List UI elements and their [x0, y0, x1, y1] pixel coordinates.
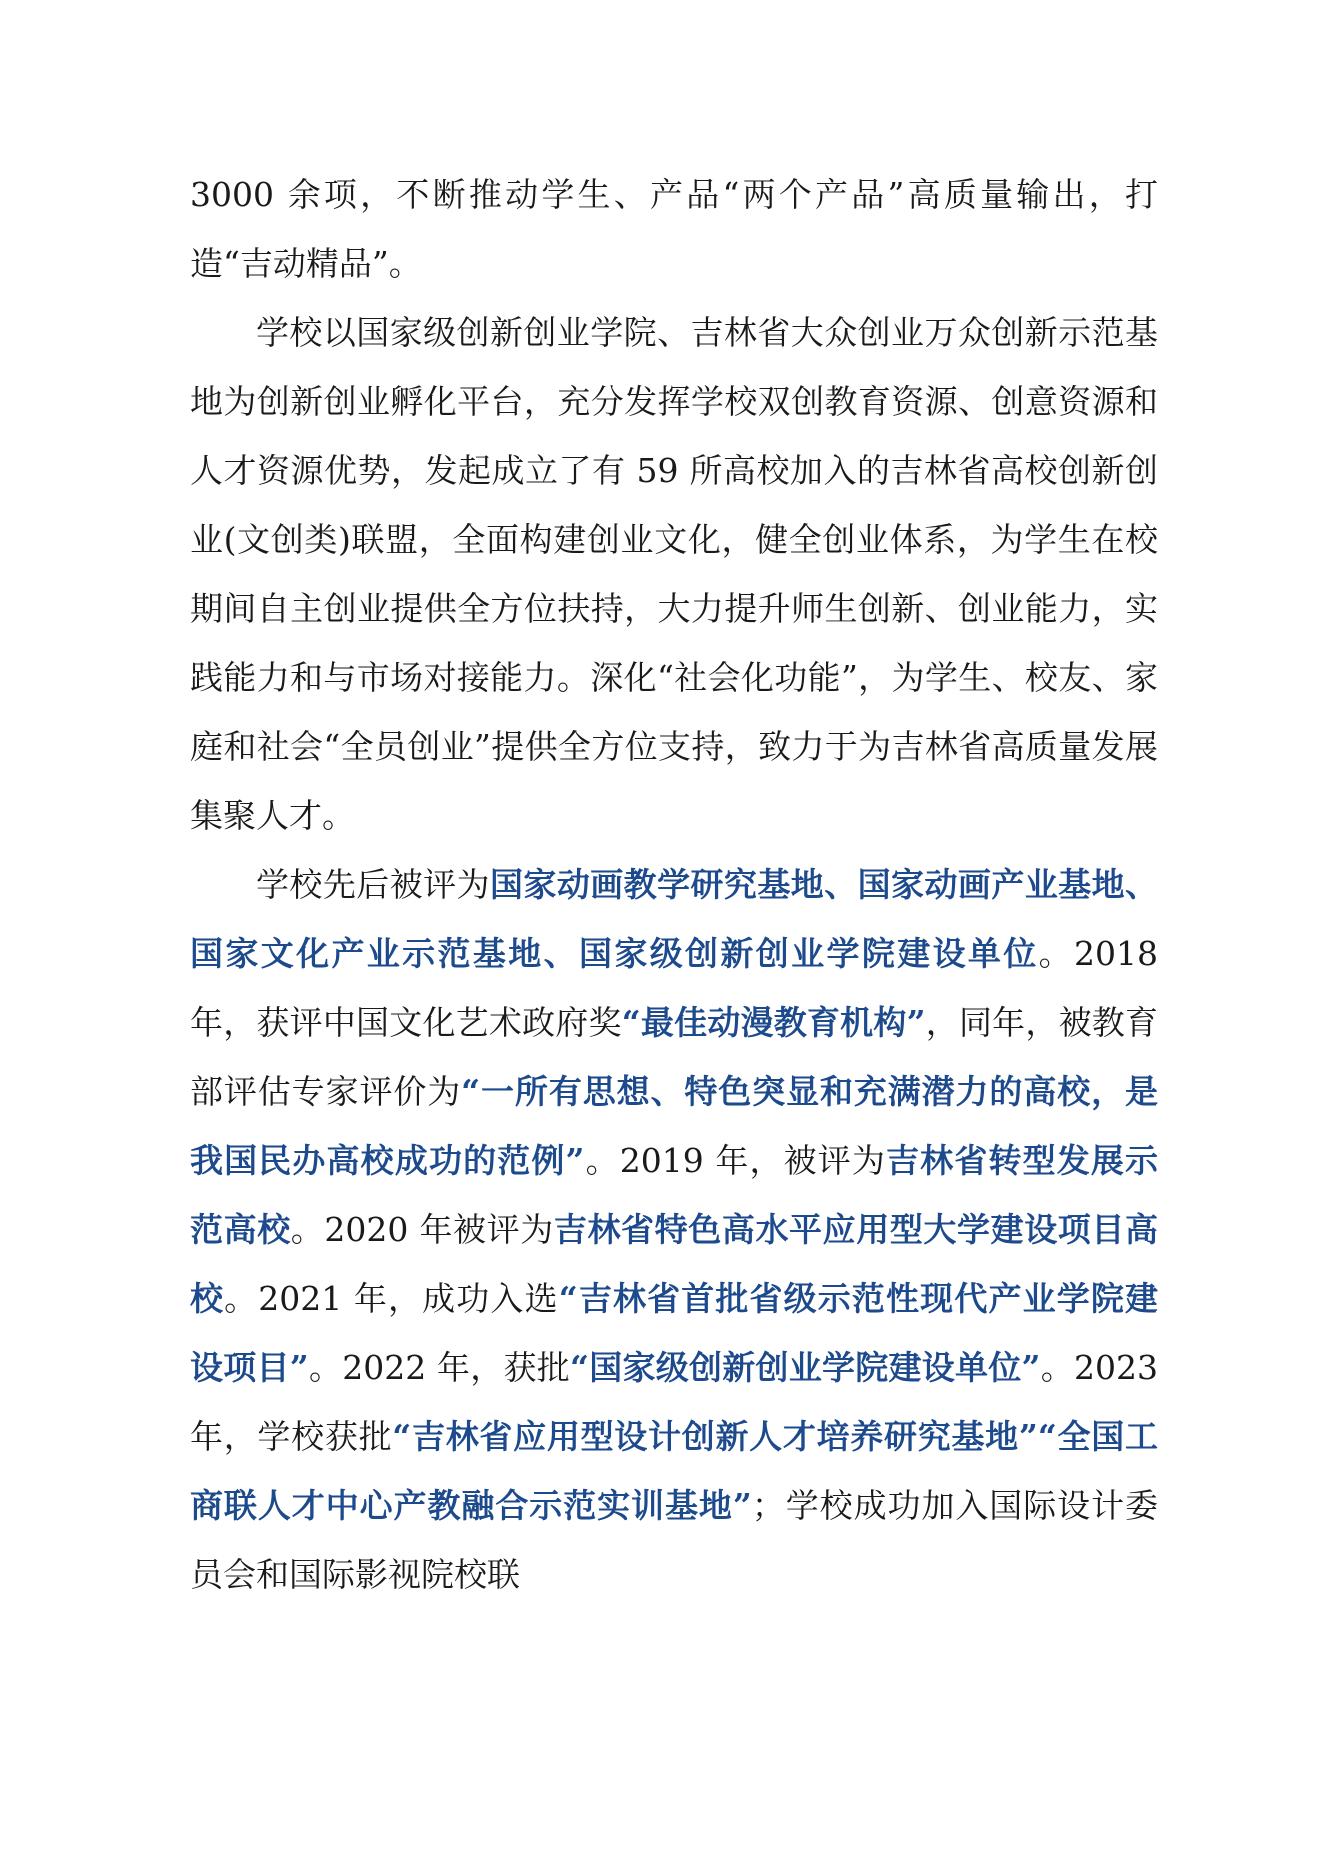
highlighted-text: 国家动画教学研究基地、国家动画产业基地、国家文化产业示范基地、国家级创新创业学院建设单位 [190, 865, 1159, 973]
highlighted-text: “最佳动漫教育机构” [621, 1003, 926, 1042]
body-text: 。2018 年，获评中国文化艺术政府奖 [190, 934, 1158, 1042]
body-text: ，同年，被教育部评估专家评价为 [190, 1003, 1159, 1111]
highlighted-text: “吉林省应用型设计创新人才培养研究基地”“全国工商联人才中心产教融合示范实训基地” [190, 1417, 1158, 1525]
highlighted-text: “吉林省首批省级示范性现代产业学院建设项目” [190, 1279, 1158, 1387]
body-text: 。2019 年，被评为 [584, 1141, 887, 1180]
document-body [190, 160, 1158, 1609]
highlighted-text: “国家级创新创业学院建设单位” [570, 1348, 1041, 1387]
highlighted-text: 吉林省转型发展示范高校 [190, 1141, 1158, 1249]
highlighted-text: “一所有思想、特色突显和充满潜力的高校，是我国民办高校成功的范例” [190, 1072, 1159, 1180]
body-text: 学校先后被评为 [256, 865, 490, 904]
paragraph [190, 160, 1158, 298]
body-text: 。2023 年，学校获批 [190, 1348, 1159, 1456]
body-text: ；学校成功加入国际设计委员会和国际影视院校联 [190, 1486, 1159, 1594]
body-text: 。2022 年，获批 [308, 1348, 570, 1387]
body-text: 学校以国家级创新创业学院、吉林省大众创业万众创新示范基地为创新创业孵化平台，充分发挥学校双创教育资源、创意资源和人才资源优势，发起成立了有 59 所高校加入的吉林省高校创新创业(文创类)联盟，全面构建创业文化，健全创业体系，为学生在校期间自主创业提供全方位扶持，大力提升师生创新、创业能力，实践能力和与市场对接能力。深化“社会化功能”，为学生、校友、家庭和社会“全员创业”提供全方位支持，致力于为吉林省高质量发展集聚人才。 [190, 313, 1158, 835]
body-text: 。2021 年，成功入选 [224, 1279, 559, 1318]
paragraph [190, 850, 1158, 1609]
paragraph [190, 298, 1158, 850]
highlighted-text: 吉林省特色高水平应用型大学建设项目高校 [190, 1210, 1159, 1318]
body-text: 。2020 年被评为 [290, 1210, 554, 1249]
body-text: 3000 余项，不断推动学生、产品“两个产品”高质量输出，打造“吉动精品”。 [190, 175, 1158, 283]
